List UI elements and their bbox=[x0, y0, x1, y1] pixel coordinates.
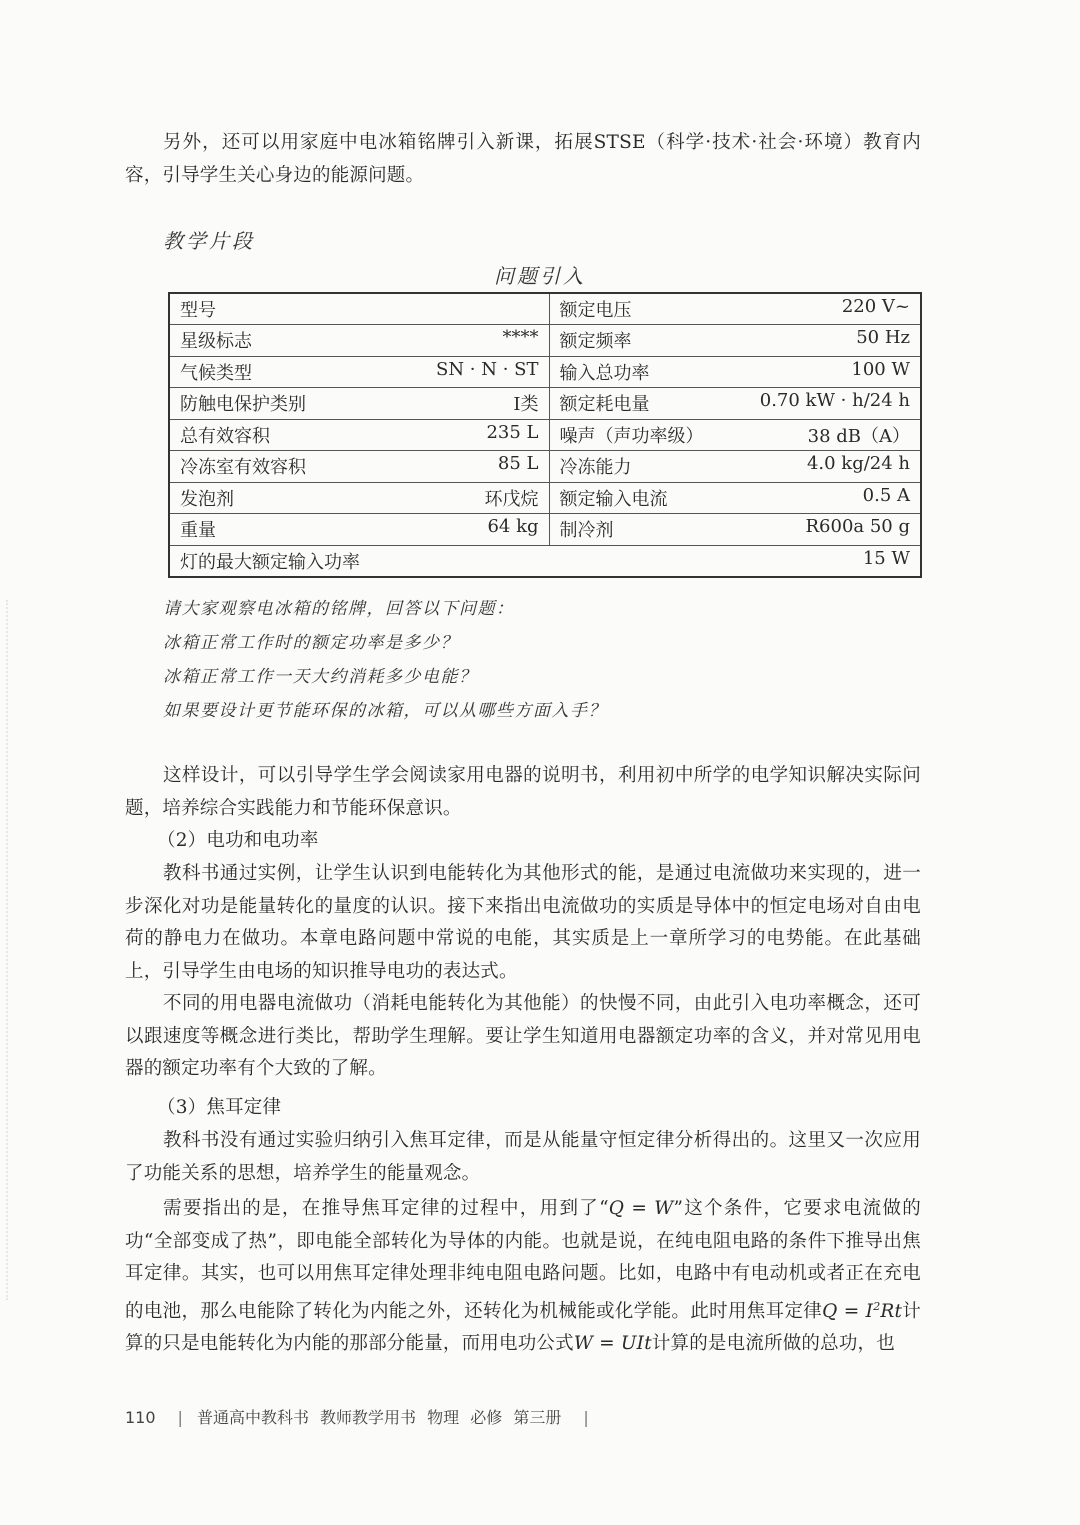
spec-cell-left bbox=[169, 482, 549, 514]
spec-row bbox=[169, 482, 921, 514]
spec-cell-left bbox=[169, 325, 549, 357]
spec-label: 气候类型 bbox=[180, 362, 252, 384]
text-run: 计算的只是电能转化为内能的那部分能量，而用电功公式 bbox=[125, 1300, 921, 1355]
spec-cell-right bbox=[549, 451, 921, 483]
spec-label: 额定电压 bbox=[559, 300, 632, 321]
spec-value: 50 Hz bbox=[856, 327, 910, 349]
formula-part: Rt bbox=[880, 1300, 903, 1322]
body-paragraph bbox=[125, 1193, 921, 1361]
footer-subject: 物理 bbox=[427, 1408, 460, 1427]
spec-value: 环戊烷 bbox=[484, 488, 539, 510]
spec-value: 100 W bbox=[851, 358, 910, 380]
formula-q-equals-w: Q = W bbox=[608, 1198, 674, 1219]
spec-value: 64 kg bbox=[487, 516, 539, 538]
spec-cell-full bbox=[169, 545, 921, 577]
footer-separator: | bbox=[583, 1408, 589, 1427]
footer-guide: 教师教学用书 bbox=[320, 1408, 417, 1427]
formula-exponent: 2 bbox=[873, 1299, 881, 1313]
spec-label: 总有效容积 bbox=[180, 425, 270, 447]
spec-cell-right bbox=[549, 514, 921, 546]
spec-cell-right bbox=[549, 325, 921, 357]
section-heading: （3）焦耳定律 bbox=[157, 1097, 282, 1118]
table-caption: 问题引入 bbox=[494, 264, 586, 288]
spec-cell-left bbox=[169, 451, 549, 483]
body-paragraph: 这样设计，可以引导学生学会阅读家用电器的说明书，利用初中所学的电学知识解决实际问题，培养综合实践能力和节能环保意识。 bbox=[125, 765, 921, 819]
spec-cell-right bbox=[549, 482, 921, 514]
footer-part: 第三册 bbox=[513, 1408, 562, 1427]
text-run: 计算的是电流所做的总功，也 bbox=[651, 1333, 895, 1355]
spec-label: 冷冻能力 bbox=[559, 457, 632, 479]
page-number: 110 bbox=[125, 1408, 156, 1427]
spec-cell-right bbox=[549, 293, 921, 325]
spec-row bbox=[169, 514, 921, 546]
spec-value: 15 W bbox=[862, 547, 910, 569]
spec-value: **** bbox=[502, 327, 539, 349]
body-paragraph: 不同的用电器电流做功（消耗电能转化为其他能）的快慢不同，由此引入电功率概念，还可以跟速度等概念进行类比，帮助学生理解。要让学生知道用电器额定功率的含义，并对常见用电器的额定功率有个大致的了解。 bbox=[125, 993, 921, 1079]
spec-value: 0.5 A bbox=[862, 484, 910, 506]
spec-row bbox=[169, 325, 921, 357]
spec-cell-left bbox=[169, 388, 549, 420]
spec-value: 220 V~ bbox=[841, 296, 910, 317]
intro-paragraph: 另外，还可以用家庭中电冰箱铭牌引入新课，拓展STSE（科学·技术·社会·环境）教育内容，引导学生关心身边的能源问题。 bbox=[125, 132, 921, 186]
spec-row bbox=[169, 451, 921, 483]
spec-cell-left bbox=[169, 514, 549, 546]
formula-joule-law bbox=[822, 1301, 902, 1322]
spec-label: 星级标志 bbox=[180, 331, 252, 353]
spec-cell-right bbox=[549, 356, 921, 388]
spec-value: 0.70 kW · h/24 h bbox=[759, 390, 910, 412]
spec-row bbox=[169, 293, 921, 325]
teaching-fragment-label: 教学片段 bbox=[163, 229, 255, 253]
question-list bbox=[163, 592, 607, 728]
spec-label: 额定频率 bbox=[559, 331, 632, 353]
page-footer bbox=[125, 1405, 603, 1428]
body-paragraph: 教科书没有通过实验归纳引入焦耳定律，而是从能量守恒定律分析得出的。这里又一次应用了功能关系的思想，培养学生的能量观念。 bbox=[125, 1130, 921, 1184]
spec-row bbox=[169, 388, 921, 420]
spec-cell-left bbox=[169, 356, 549, 388]
spec-cell-left bbox=[169, 293, 549, 325]
question-item: 冰箱正常工作时的额定功率是多少？ bbox=[163, 633, 459, 653]
question-item: 如果要设计更节能环保的冰箱，可以从哪些方面入手？ bbox=[163, 701, 607, 721]
question-item: 请大家观察电冰箱的铭牌，回答以下问题： bbox=[163, 599, 515, 619]
body-paragraph: 教科书通过实例，让学生认识到电能转化为其他形式的能，是通过电流做功来实现的，进一步深化对功是能量转化的量度的认识。接下来指出电流做功的实质是导体中的恒定电场对自由电荷的静电力在做功。本章电路问题中常说的电能，其实质是上一章所学习的电势能。在此基础上，引导学生由电场的知识推导电功的表达式。 bbox=[125, 863, 921, 982]
spec-value: 4.0 kg/24 h bbox=[806, 453, 910, 475]
spec-label: 防触电保护类别 bbox=[180, 394, 306, 416]
spec-label: 制冷剂 bbox=[559, 520, 614, 542]
spec-value: 235 L bbox=[486, 421, 539, 443]
spec-label: 灯的最大额定输入功率 bbox=[180, 551, 360, 573]
footer-book: 普通高中教科书 bbox=[196, 1408, 309, 1427]
text-run: ”这个条件，它要求电流做的功“全部变成了热”，即电能全部转化为导体的内能。也就是说，在纯电阻电路的条件下推导出焦耳定律。其实，也可以用焦耳定律处理非纯电阻电路问题。比如，电路中有电动机或者正在充电的电池，那么电能除了转化为内能之外，还转化为机械能或化学能。此时用焦耳定律 bbox=[125, 1198, 922, 1322]
spec-cell-left bbox=[169, 419, 549, 451]
formula-electric-work: W = UIt bbox=[573, 1333, 652, 1355]
spec-value: R600a 50 g bbox=[805, 516, 910, 538]
page-edge bbox=[6, 600, 10, 1300]
formula-part: Q = I bbox=[822, 1300, 874, 1322]
footer-separator: | bbox=[177, 1408, 183, 1427]
spec-label: 冷冻室有效容积 bbox=[180, 457, 306, 479]
spec-label: 输入总功率 bbox=[559, 362, 650, 384]
spec-label: 额定耗电量 bbox=[559, 394, 650, 416]
spec-row bbox=[169, 419, 921, 451]
refrigerator-spec-table bbox=[168, 292, 922, 578]
spec-label: 重量 bbox=[180, 520, 216, 542]
spec-value: SN · N · ST bbox=[436, 358, 539, 380]
spec-label: 型号 bbox=[180, 300, 216, 321]
spec-cell-right bbox=[549, 388, 921, 420]
question-item: 冰箱正常工作一天大约消耗多少电能？ bbox=[163, 667, 478, 687]
spec-cell-right bbox=[549, 419, 921, 451]
spec-value: I类 bbox=[513, 394, 539, 416]
spec-row-last bbox=[169, 545, 921, 577]
footer-volume: 必修 bbox=[470, 1408, 503, 1427]
text-run: 需要指出的是，在推导焦耳定律的过程中，用到了“ bbox=[163, 1198, 609, 1219]
spec-row bbox=[169, 356, 921, 388]
spec-value: 85 L bbox=[497, 453, 539, 475]
spec-label: 噪声（声功率级） bbox=[559, 425, 704, 447]
section-heading: （2）电功和电功率 bbox=[157, 830, 319, 851]
spec-label: 发泡剂 bbox=[180, 488, 234, 510]
spec-label: 额定输入电流 bbox=[559, 488, 668, 510]
spec-value: 38 dB（A） bbox=[807, 425, 910, 447]
